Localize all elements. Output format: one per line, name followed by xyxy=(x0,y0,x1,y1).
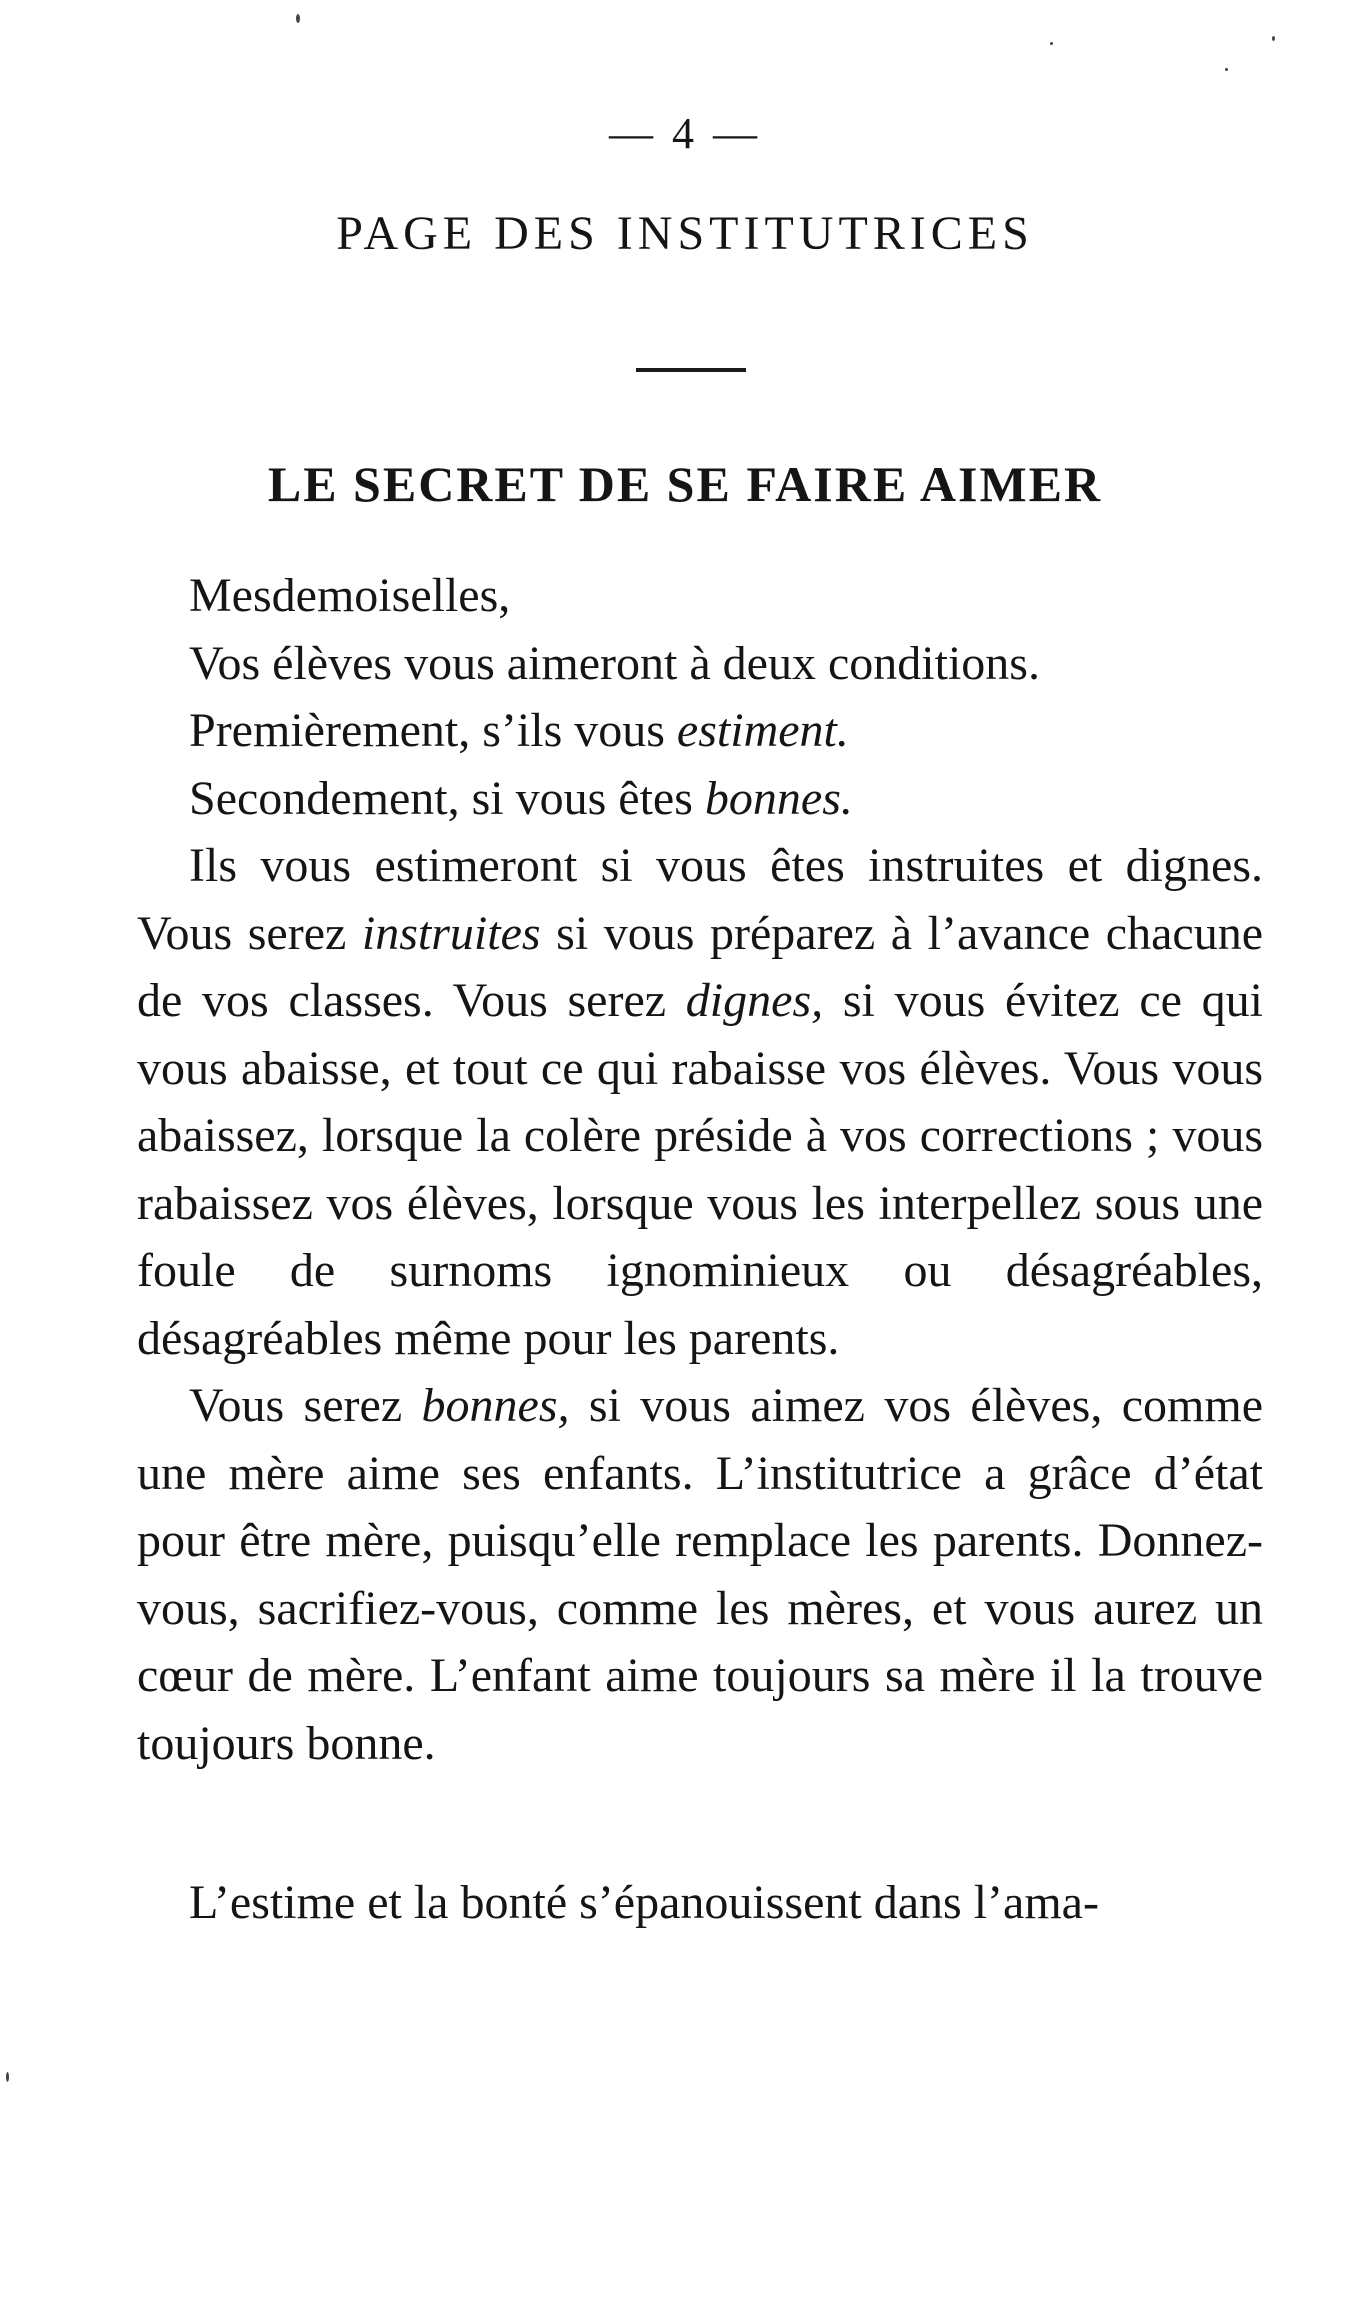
estime-text-b: si vous préparez à l’avance chacune de vos classes. Vous serez xyxy=(137,906,1263,1027)
paragraph-gap xyxy=(137,1777,1263,1869)
estime-emphasis-dignes: dignes, xyxy=(685,974,824,1027)
first-emphasis: estiment. xyxy=(676,704,849,757)
paragraph-first xyxy=(137,697,1263,765)
bonte-text-b: si vous aimez vos élèves, comme une mère aime ses enfants. L’institutrice a grâce d’état pour être mère, puisqu’elle remplace les parents. Donnez-vous, sacrifiez-vous, comme les mères, et vous aurez un cœur de mère. L’enfant aime toujours sa mère il la trouve toujours bonne. xyxy=(137,1379,1264,1770)
paragraph-second xyxy=(137,765,1263,833)
paragraph-final xyxy=(137,1869,1263,1937)
estime-emphasis-instruites: instruites xyxy=(361,906,541,960)
section-title: PAGE DES INSTITUTRICES xyxy=(336,207,1034,260)
article-body xyxy=(137,562,1263,1937)
ink-speck xyxy=(1050,42,1053,45)
paragraph-estime xyxy=(137,832,1263,1372)
page-number: — 4 — xyxy=(609,109,761,158)
estime-text-c: si vous évitez ce qui vous abaisse, et tout ce qui rabaisse vos élèves. Vous vous abaissez, lorsque la colère préside à vos corrections ; vous rabaissez vos élèves, lorsque vous les interpellez sous une foule de surnoms ignominieux ou désagréables, désagréables même pour les parents. xyxy=(137,974,1264,1365)
conditions-text: Vos élèves vous aimeront à deux conditions. xyxy=(189,636,1040,690)
bonte-emphasis: bonnes, xyxy=(421,1379,570,1432)
second-text: Secondement, si vous êtes xyxy=(189,771,705,825)
ink-speck xyxy=(1225,68,1228,71)
paragraph-bonte xyxy=(137,1372,1263,1777)
second-emphasis: bonnes. xyxy=(704,771,853,825)
salutation xyxy=(137,562,1263,630)
title-rule xyxy=(636,368,746,372)
final-text: L’estime et la bonté s’épanouissent dans l’ama- xyxy=(189,1876,1099,1929)
ink-speck xyxy=(296,14,300,23)
bonte-text-a: Vous serez xyxy=(189,1379,422,1432)
paragraph-conditions xyxy=(137,630,1263,698)
article-title: LE SECRET DE SE FAIRE AIMER xyxy=(267,456,1103,512)
salutation-text: Mesdemoiselles, xyxy=(189,569,511,622)
ink-speck xyxy=(1272,36,1275,41)
first-text: Premièrement, s’ils vous xyxy=(189,704,677,757)
ink-speck xyxy=(6,2072,9,2082)
estime-text-a: Ils vous estimeront si vous êtes instruites et dignes. Vous serez xyxy=(137,839,1263,960)
